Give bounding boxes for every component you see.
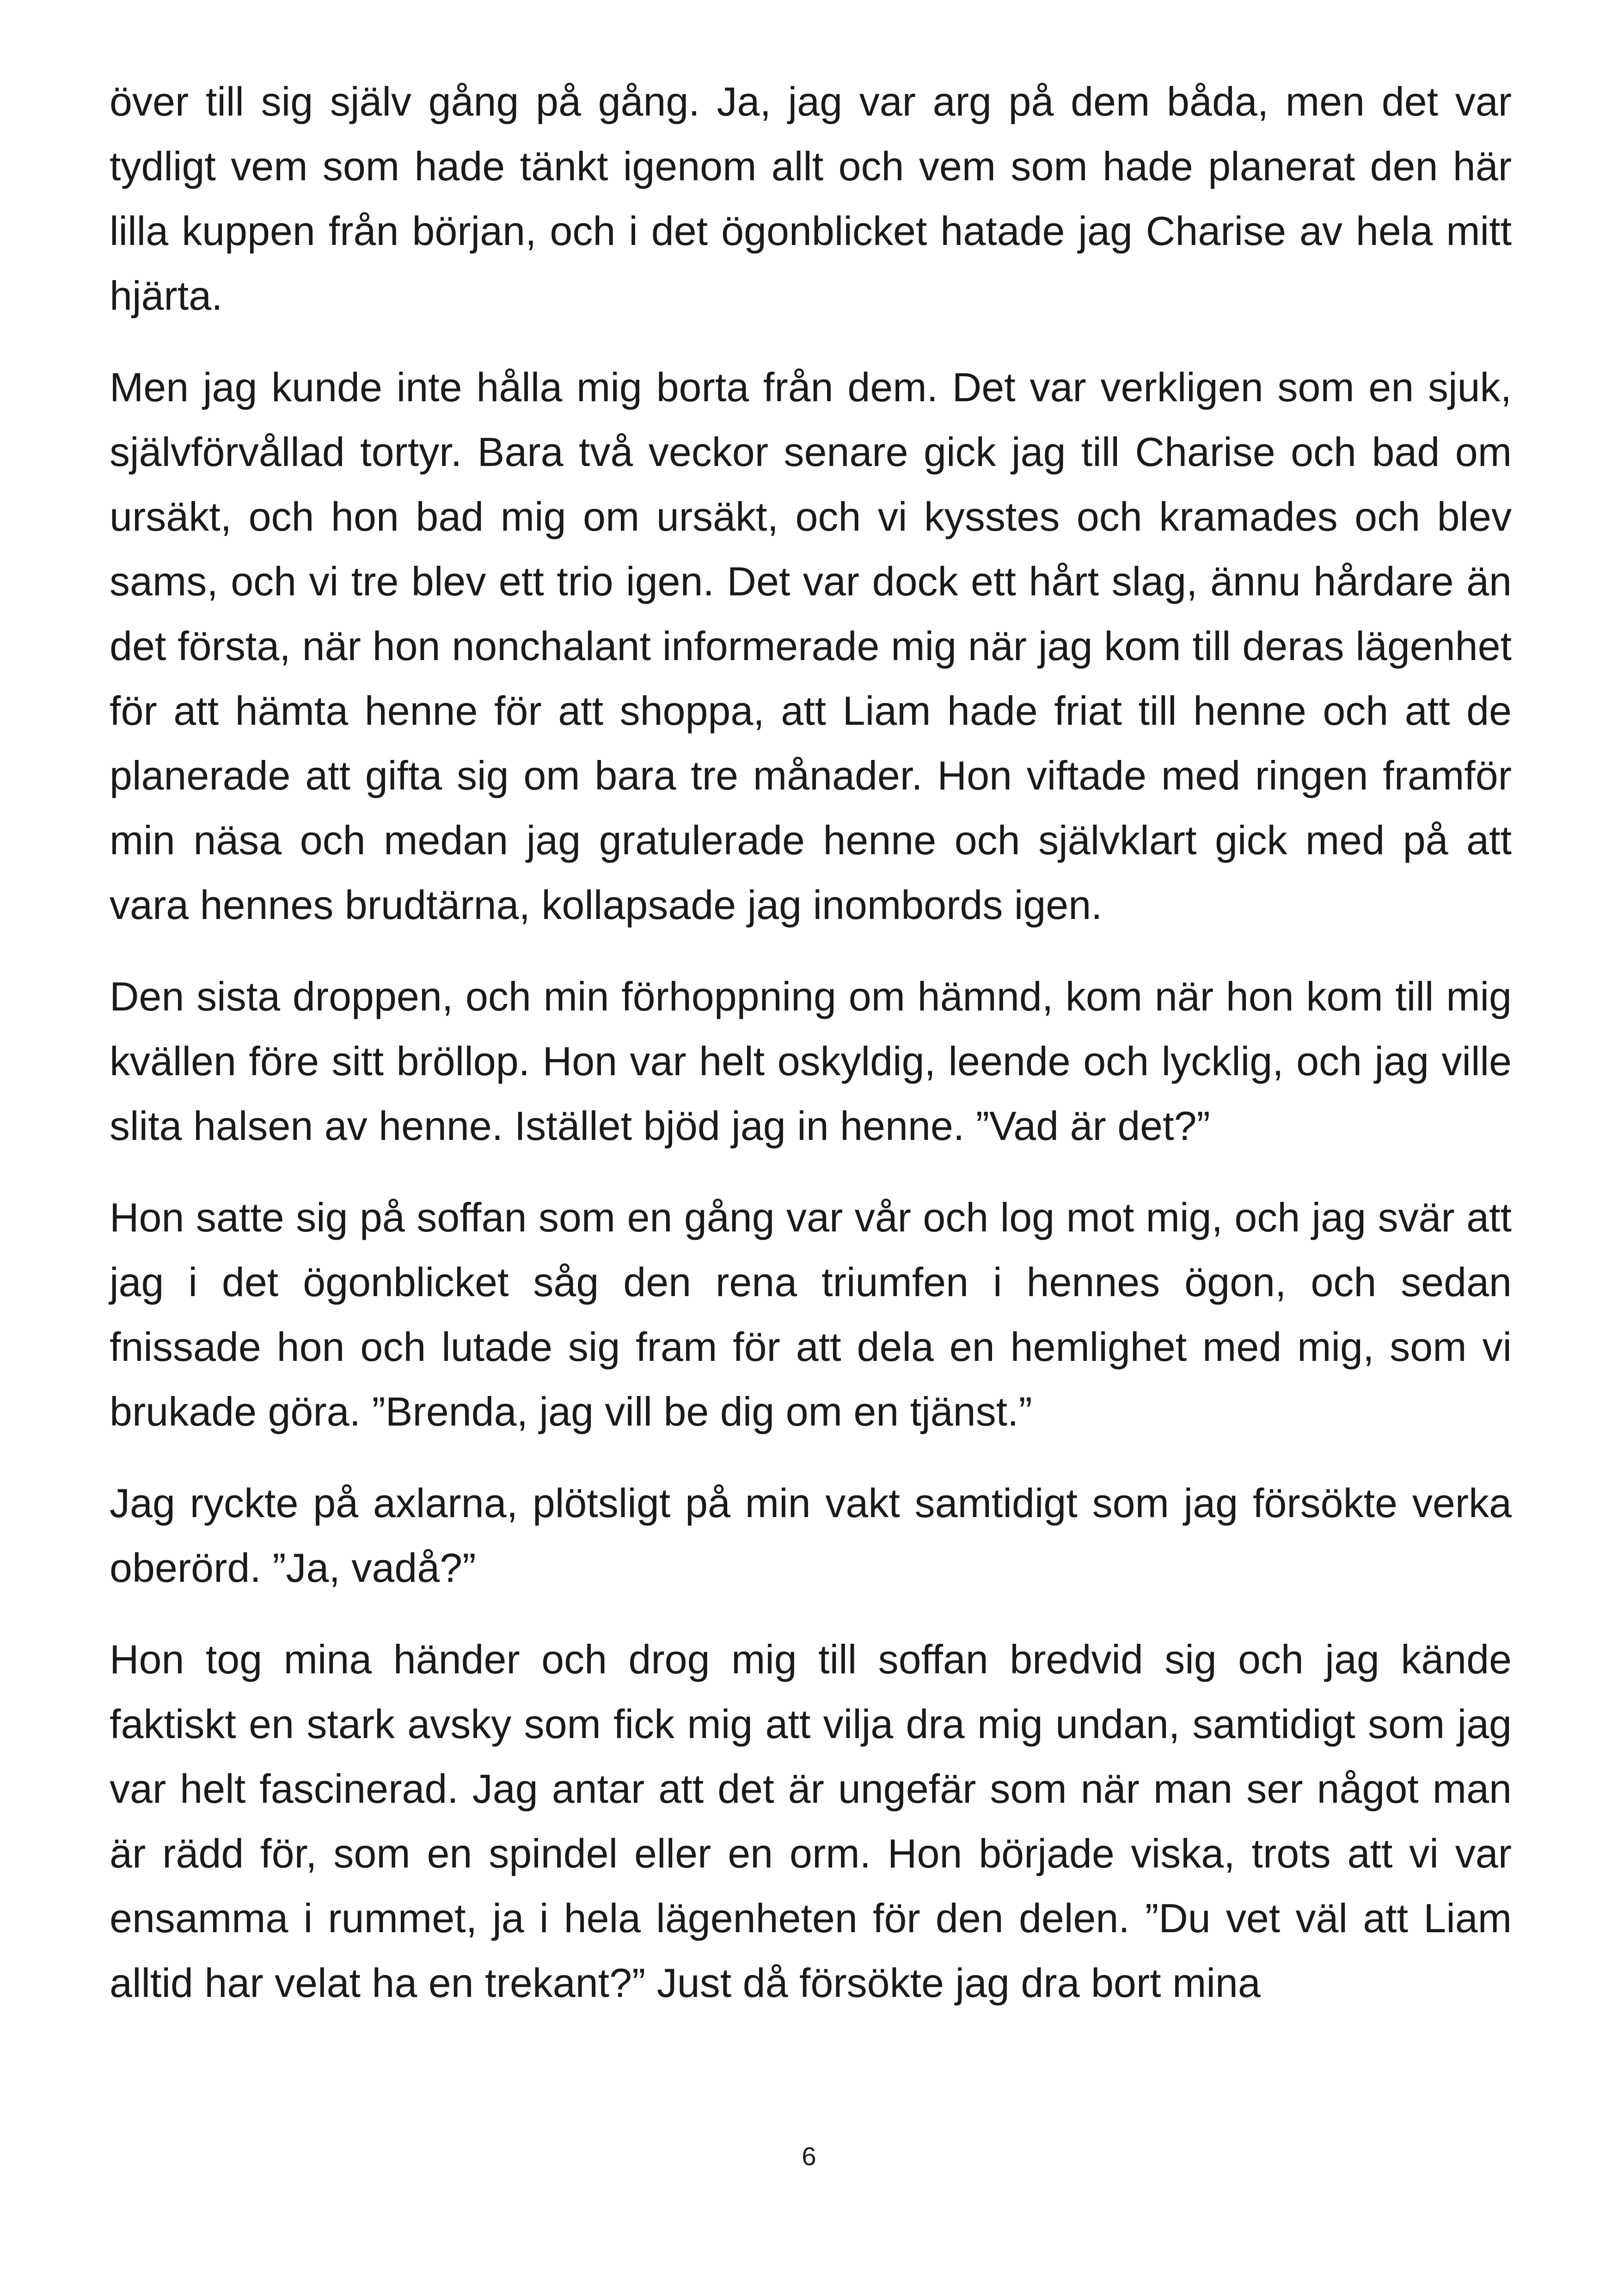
paragraph-2: Men jag kunde inte hålla mig borta från dem. Det var verkligen som en sjuk, självförvållad tortyr. Bara två veckor senare gick jag till Charise och bad om ursäkt, och hon bad mig om ursäkt, och vi kysstes och kramades och blev sams, och vi tre blev ett trio igen. Det var dock ett hårt slag, ännu hårdare än det första, när hon nonchalant informerade mig när jag kom till deras lägenhet för att hämta henne för att shoppa, att Liam hade friat till henne och att de planerade att gifta sig om bara tre månader. Hon viftade med ringen framför min näsa och medan jag gratulerade henne och självklart gick med på att vara hennes brudtärna, kollapsade jag inombords igen. (110, 364, 1512, 928)
body-text (110, 69, 1512, 2042)
paragraph-1: över till sig själv gång på gång. Ja, jag var arg på dem båda, men det var tydligt vem som hade tänkt igenom allt och vem som hade planerat den här lilla kuppen från början, och i det ögonblicket hatade jag Charise av hela mitt hjärta. (110, 79, 1512, 318)
paragraph-6: Hon tog mina händer och drog mig till soffan bredvid sig och jag kände faktiskt en stark avsky som fick mig att vilja dra mig undan, samtidigt som jag var helt fascinerad. Jag antar att det är ungefär som när man ser något man är rädd för, som en spindel eller en orm. Hon började viska, trots att vi var ensamma i rummet, ja i hela lägenheten för den delen. ”Du vet väl att Liam alltid har velat ha en trekant?” Just då försökte jag dra bort mina (110, 1636, 1512, 2006)
paragraph-3: Den sista droppen, och min förhoppning om hämnd, kom när hon kom till mig kvällen före sitt bröllop. Hon var helt oskyldig, leende och lycklig, och jag ville slita halsen av henne. Istället bjöd jag in henne. ”Vad är det?” (110, 974, 1512, 1149)
paragraph-5: Jag ryckte på axlarna, plötsligt på min vakt samtidigt som jag försökte verka oberörd. ”Ja, vadå?” (110, 1480, 1512, 1591)
paragraph-4: Hon satte sig på soffan som en gång var vår och log mot mig, och jag svär att jag i det ögonblicket såg den rena triumfen i hennes ögon, och sedan fnissade hon och lutade sig fram för att dela en hemlighet med mig, som vi brukade göra. ”Brenda, jag vill be dig om en tjänst.” (110, 1194, 1512, 1434)
page-number: 6 (802, 2142, 816, 2171)
